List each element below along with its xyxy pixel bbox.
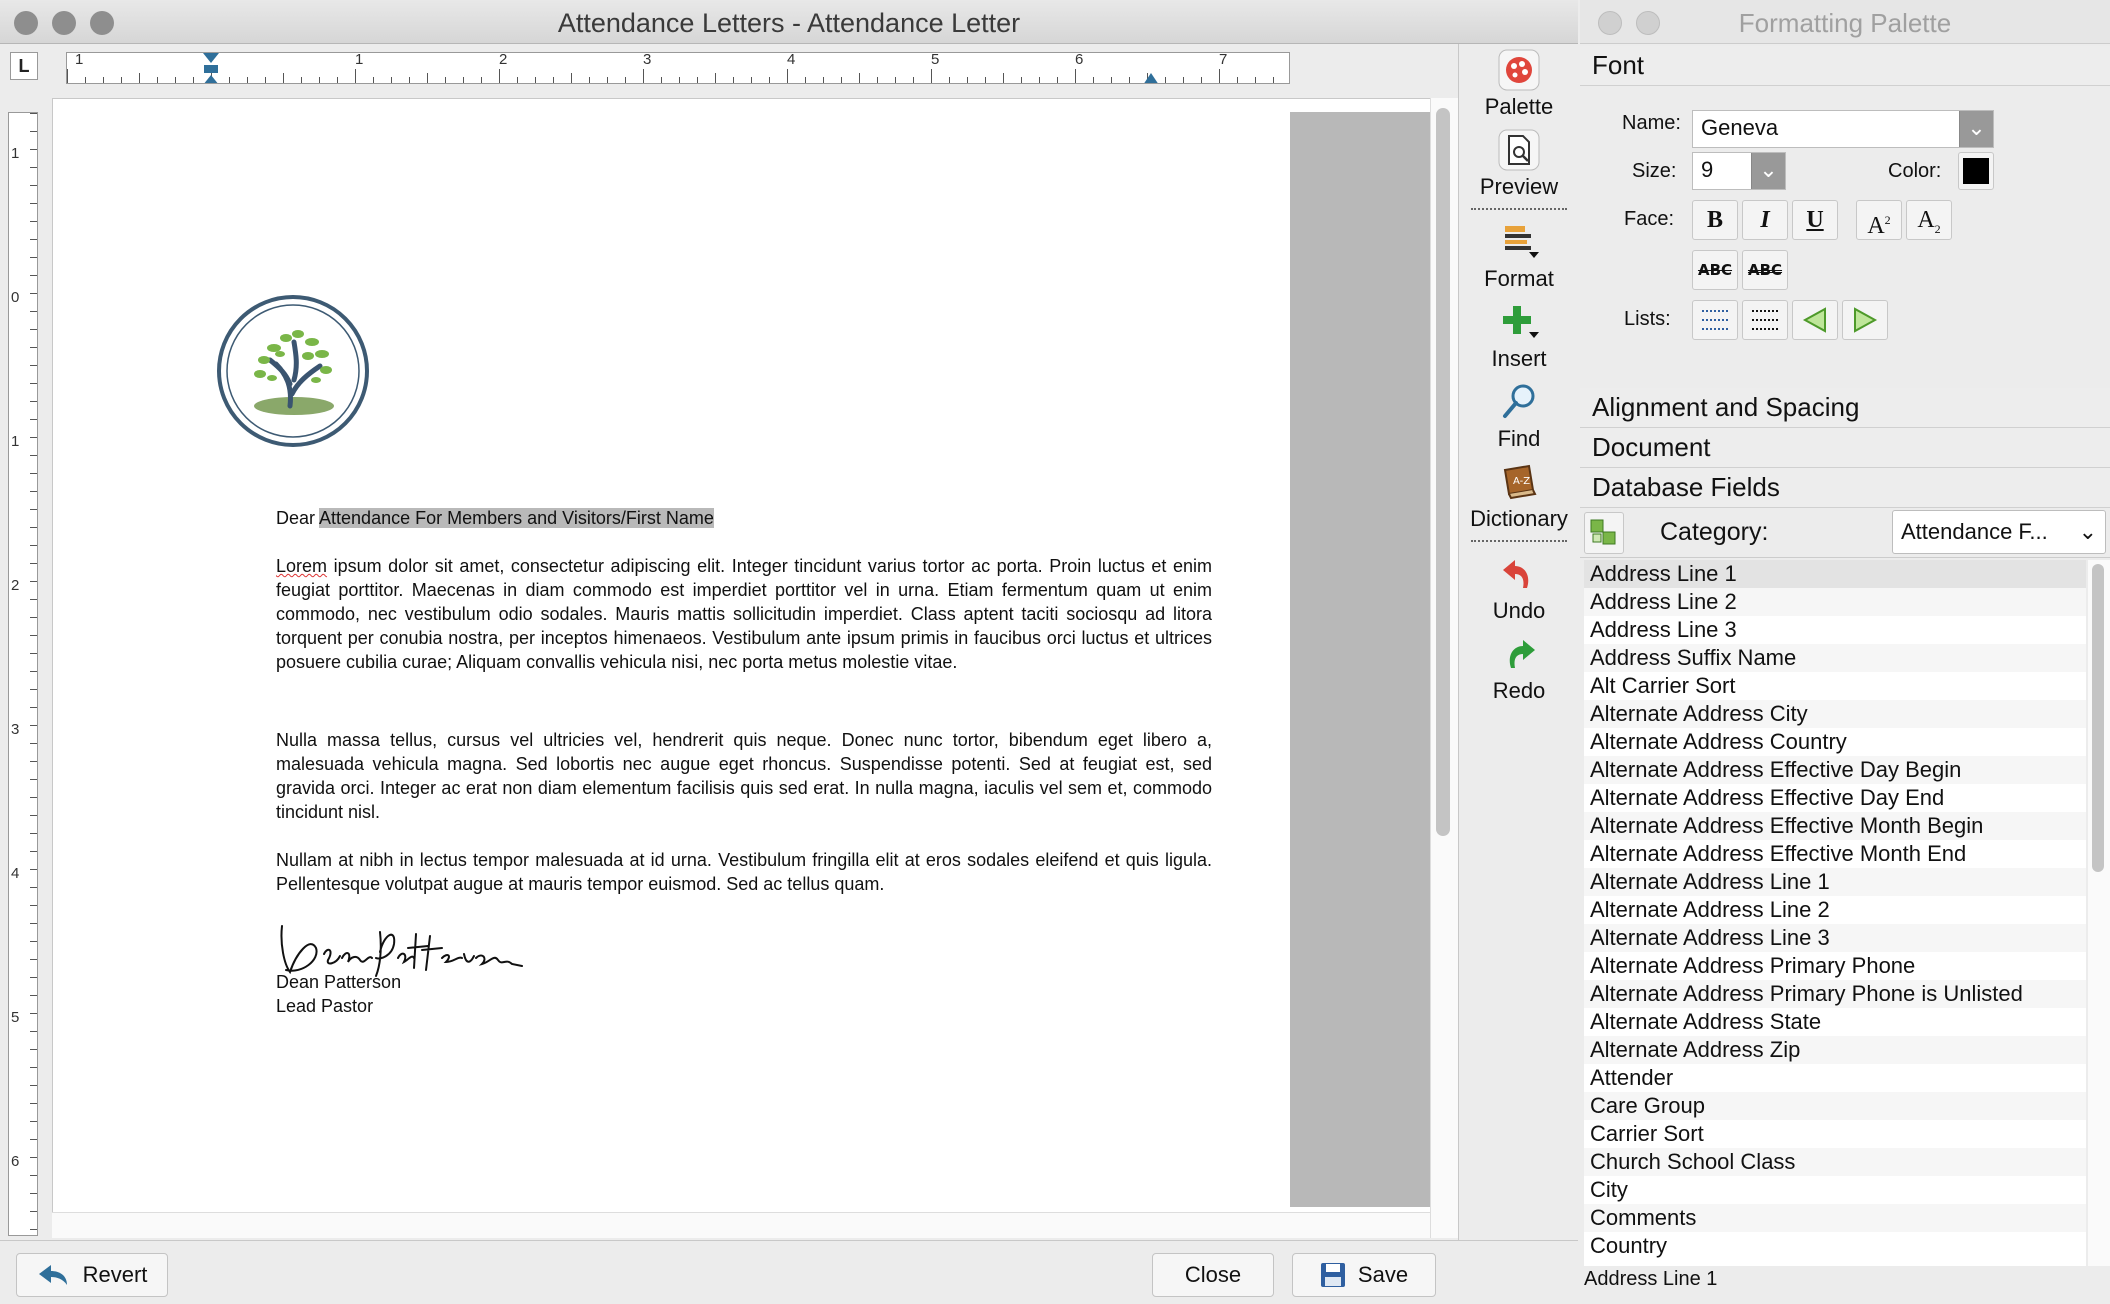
signature-name: Dean Patterson (276, 972, 402, 992)
ruler-tick (30, 1175, 37, 1176)
ruler-number: 2 (11, 577, 20, 594)
ruler-tick (247, 77, 248, 83)
redo-label: Redo (1492, 678, 1546, 703)
ruler-tick (625, 77, 626, 83)
page-gutter (1290, 112, 1430, 1207)
ruler-tick (895, 77, 896, 83)
ruler-number: 5 (11, 1009, 20, 1026)
ruler-tick (30, 149, 37, 150)
ruler-tick (85, 77, 86, 83)
database-field-item[interactable]: Carrier Sort (1584, 1120, 2086, 1148)
ruler-tick (265, 77, 266, 83)
ruler-tick (30, 311, 37, 312)
chevron-down-icon: ⌄ (2078, 519, 2097, 544)
ruler-number: 4 (787, 52, 796, 68)
merge-field-first-name[interactable]: Attendance For Members and Visitors/First Name (319, 508, 714, 528)
ruler-tick (30, 131, 37, 132)
ruler-tick (715, 73, 716, 83)
palette-button[interactable] (1459, 48, 1579, 120)
bold-button[interactable]: B (1692, 200, 1738, 240)
ruler-tick (30, 1013, 37, 1014)
underline-button[interactable]: U (1792, 200, 1838, 240)
ruler-tick (30, 707, 37, 708)
font-size-value: 9 (1701, 157, 1714, 182)
insert-label: Insert (1491, 346, 1547, 371)
color-swatch-fill (1963, 158, 1989, 184)
ruler-number: 5 (931, 52, 940, 68)
ruler-tick (30, 923, 37, 924)
numbered-list-icon (1700, 307, 1730, 333)
ruler-tick (823, 77, 824, 83)
ruler-tick (30, 1031, 37, 1032)
ruler-tick (30, 635, 37, 636)
ruler-tick (30, 401, 37, 402)
ruler-tick (30, 1049, 37, 1050)
dictionary-button[interactable] (1459, 460, 1579, 532)
ruler-tick (157, 77, 158, 83)
decrease-indent-button[interactable] (1792, 300, 1838, 340)
floppy-disk-icon (1320, 1262, 1346, 1288)
letter-paragraph-3: Nullam at nibh in lectus tempor malesuada at id urna. Vestibulum fringilla elit at eros sodales eleifend et quis ligula. Pellentesque volutpat augue at mauris tempor euismod. Sed ac tellus quam. (276, 850, 1212, 894)
ruler-tick (337, 77, 338, 83)
ruler-tick (30, 1067, 37, 1068)
subscript-a: A (1917, 207, 1935, 233)
ruler-tick (967, 77, 968, 83)
ruler-number: 0 (11, 289, 20, 306)
ruler-tick (1093, 77, 1094, 83)
face-label: Face: (1624, 208, 1675, 230)
ruler-tick (553, 77, 554, 83)
palette-title: Formatting Palette (1738, 8, 1952, 38)
triangle-left-icon (1801, 306, 1829, 334)
ruler-tick (427, 73, 428, 83)
letter-paragraph-2: Nulla massa tellus, cursus vel ultricies vel, hendrerit quis neque. Donec nunc tortor, bibendum eget libero a, malesuada vehicula magna. Sed lobortis nec augue eget rhoncus. Suspendisse potenti. Sed at feugiat est, sed gravida orci. Integer ac erat non diam elementum facilisis quis sed erat. In nulla magna, iaculis vel sem et, commodo tincidunt nisl. (276, 730, 1212, 822)
database-field-item[interactable]: Address Line 1 (1584, 560, 2086, 588)
ruler-number: 3 (643, 52, 652, 68)
ruler-tick (30, 743, 37, 744)
database-field-item[interactable]: Attender (1584, 1064, 2086, 1092)
ruler-number: 1 (355, 52, 364, 68)
insert-plus-icon (1497, 300, 1541, 344)
ruler-tick (30, 275, 37, 276)
ruler-number: 4 (11, 865, 20, 882)
insert-field-icon (1589, 518, 1619, 548)
ruler-tick (751, 77, 752, 83)
database-field-item[interactable]: Church School Class (1584, 1148, 2086, 1176)
window-title: Attendance Letters - Attendance Letter (557, 8, 1021, 38)
ruler-tick (571, 73, 572, 83)
ruler-number: 1 (11, 145, 20, 162)
ruler-tick (481, 77, 482, 83)
ruler-tick (391, 77, 392, 83)
ruler-tick (1255, 77, 1256, 83)
database-field-item[interactable]: Alternate Address City (1584, 700, 2086, 728)
format-icon (1497, 220, 1541, 264)
ruler-tick (30, 725, 37, 726)
database-fields-section-header[interactable]: Database Fields (1580, 468, 2110, 508)
ruler-tick (30, 1211, 37, 1212)
ruler-tick (30, 185, 37, 186)
ruler-tick (535, 77, 536, 83)
ruler-tick (30, 617, 37, 618)
italic-button[interactable]: I (1742, 200, 1788, 240)
database-field-item[interactable]: Address Line 2 (1584, 588, 2086, 616)
preview-icon (1497, 128, 1541, 172)
tab-stop-selector[interactable]: L (10, 52, 38, 80)
database-field-item[interactable]: Alternate Address Primary Phone (1584, 952, 2086, 980)
magnifier-icon (1497, 380, 1541, 424)
dictionary-label: Dictionary (1470, 506, 1568, 531)
ruler-tick (139, 73, 140, 83)
save-label: Save (1357, 1262, 1409, 1287)
database-field-item[interactable]: Alternate Address Zip (1584, 1036, 2086, 1064)
ruler-tick (1111, 77, 1112, 83)
database-field-item[interactable]: Care Group (1584, 1092, 2086, 1120)
ruler-tick (1057, 77, 1058, 83)
dictionary-book-icon (1497, 460, 1541, 504)
ruler-tick (1273, 77, 1274, 83)
triangle-right-icon (1851, 306, 1879, 334)
ruler-tick (697, 77, 698, 83)
toolbar-separator (1471, 208, 1567, 210)
double-strikethrough-button[interactable]: ABC (1742, 250, 1788, 290)
database-field-item[interactable]: Alternate Address Line 2 (1584, 896, 2086, 924)
right-indent-marker-icon[interactable] (1141, 65, 1161, 84)
ruler-number: 7 (1219, 52, 1228, 68)
lists-label: Lists: (1624, 308, 1671, 330)
ruler-tick (913, 77, 914, 83)
ruler-tick (30, 1193, 37, 1194)
ruler-tick (30, 977, 37, 978)
close-label: Close (1184, 1262, 1242, 1287)
find-button[interactable] (1459, 380, 1579, 452)
toolbar-separator (1471, 540, 1567, 542)
ruler-tick (121, 77, 122, 83)
database-fields-list[interactable] (1584, 560, 2086, 1266)
ruler-tick (30, 779, 37, 780)
ruler-tick (319, 77, 320, 83)
database-field-item[interactable]: Alternate Address Effective Day End (1584, 784, 2086, 812)
ruler-tick (985, 77, 986, 83)
selected-field-status: Address Line 1 (1584, 1268, 1718, 1290)
ruler-tick (1165, 77, 1166, 83)
ruler-number: 1 (11, 433, 20, 450)
title-bar (0, 0, 1578, 44)
ruler-tick (877, 77, 878, 83)
salutation-text: Dear (276, 508, 316, 528)
ruler-tick (30, 869, 37, 870)
ruler-number: 1 (75, 52, 84, 68)
undo-label: Undo (1492, 598, 1546, 623)
paragraph-1-text: ipsum dolor sit amet, consectetur adipiscing elit. Integer tincidunt varius tortor ac porta. Proin luctus et enim feugiat porttitor. Maecenas in diam commodo est imperdiet porttitor vel in urna. Etiam fermentum quam ut enim commodo, nec vestibulum odio sodales. Mauris mattis sollicitudin imperdiet. Class aptent taciti sociosqu ad litora torquent per conubia nostra, per inceptos himenaeos. Vestibulum ante ipsum primis in faucibus orci luctus et ultrices posuere cubilia curae; Aliquam convallis vehicula nisi, nec porta metus molestie vitae. (276, 556, 1212, 672)
superscript-button[interactable] (1856, 200, 1902, 240)
font-section-header[interactable]: Font (1580, 46, 2110, 86)
ruler-tick (30, 365, 37, 366)
ruler-tick (1129, 77, 1130, 83)
ruler-tick (30, 239, 37, 240)
database-field-item[interactable]: Alternate Address Line 1 (1584, 868, 2086, 896)
signature-title: Lead Pastor (276, 996, 374, 1016)
vertical-ruler (8, 112, 38, 1236)
undo-arrow-icon (1497, 552, 1541, 596)
ruler-tick (1003, 73, 1004, 83)
chevron-down-icon[interactable]: ⌄ (1959, 111, 1993, 147)
ruler-tick (30, 257, 37, 258)
superscript-mark: 2 (1884, 213, 1891, 227)
ruler-tick (787, 69, 788, 83)
strikethrough-button[interactable]: ABC (1692, 250, 1738, 290)
palette-label: Palette (1484, 94, 1554, 119)
ruler-tick (1219, 69, 1220, 83)
ruler-tick (30, 491, 37, 492)
document-page[interactable] (66, 112, 1290, 1207)
database-field-item[interactable]: Alternate Address Country (1584, 728, 2086, 756)
database-field-item[interactable]: Alternate Address Effective Month End (1584, 840, 2086, 868)
ruler-tick (229, 77, 230, 83)
horizontal-ruler[interactable] (66, 52, 1290, 84)
ruler-number: 6 (11, 1153, 20, 1170)
preview-label: Preview (1479, 174, 1559, 199)
ruler-tick (30, 959, 37, 960)
ruler-tick (30, 581, 37, 582)
ruler-tick (445, 77, 446, 83)
ruler-tick (67, 69, 68, 83)
ruler-tick (769, 77, 770, 83)
ruler-tick (931, 69, 932, 83)
category-label: Category: (1660, 518, 1769, 546)
ruler-tick (841, 77, 842, 83)
font-color-label: Color: (1888, 160, 1942, 182)
salutation-line (276, 506, 1212, 530)
ruler-tick (463, 77, 464, 83)
ruler-tick (30, 797, 37, 798)
increase-indent-button[interactable] (1842, 300, 1888, 340)
palette-icon (1497, 48, 1541, 92)
ruler-tick (30, 1229, 37, 1230)
font-name-label: Name: (1622, 112, 1681, 134)
ruler-tick (373, 77, 374, 83)
ruler-tick (30, 1103, 37, 1104)
ruler-tick (301, 77, 302, 83)
ruler-tick (859, 73, 860, 83)
misspelled-word[interactable]: Lorem (276, 556, 328, 576)
ruler-tick (103, 77, 104, 83)
ruler-tick (1201, 77, 1202, 83)
ruler-tick (30, 509, 37, 510)
database-field-item[interactable]: Comments (1584, 1204, 2086, 1232)
ruler-number: 3 (11, 721, 20, 738)
numbered-list-button[interactable] (1692, 300, 1738, 340)
font-size-label: Size: (1632, 160, 1677, 182)
ruler-tick (30, 437, 37, 438)
ruler-number: 2 (499, 52, 508, 68)
font-name-value: Geneva (1701, 115, 1779, 140)
close-button[interactable] (1152, 1253, 1274, 1297)
revert-label: Revert (82, 1262, 148, 1287)
ruler-tick (30, 293, 37, 294)
ruler-tick (805, 77, 806, 83)
ruler-tick (30, 545, 37, 546)
ruler-tick (30, 653, 37, 654)
ruler-number: 6 (1075, 52, 1084, 68)
fields-list-scroll-thumb[interactable] (2092, 564, 2104, 872)
database-field-item[interactable]: Address Line 3 (1584, 616, 2086, 644)
category-select[interactable] (1892, 510, 2106, 554)
ruler-tick (30, 995, 37, 996)
preview-button[interactable] (1459, 128, 1579, 200)
ruler-tick (30, 833, 37, 834)
database-field-item[interactable]: Alternate Address Line 3 (1584, 924, 2086, 952)
subscript-mark: 2 (1934, 221, 1941, 236)
ruler-tick (679, 77, 680, 83)
database-field-item[interactable]: Alternate Address Effective Day Begin (1584, 756, 2086, 784)
subscript-button[interactable] (1906, 200, 1952, 240)
ruler-tick (30, 527, 37, 528)
format-label: Format (1484, 266, 1554, 291)
revert-button[interactable] (16, 1253, 168, 1297)
font-color-swatch[interactable] (1958, 152, 1994, 190)
document-section-header[interactable]: Document (1580, 428, 2110, 468)
ruler-tick (193, 77, 194, 83)
font-name-combo[interactable] (1692, 110, 1994, 148)
ruler-tick (1075, 69, 1076, 83)
ruler-tick (30, 941, 37, 942)
ruler-tick (949, 77, 950, 83)
ruler-tick (409, 77, 410, 83)
ruler-tick (643, 69, 644, 83)
ruler-tick (1021, 77, 1022, 83)
svg-text:A-Z: A-Z (1513, 476, 1531, 487)
redo-button[interactable] (1459, 632, 1579, 704)
bulleted-list-icon (1750, 307, 1780, 333)
ruler-tick (30, 113, 37, 114)
ruler-tick (1237, 77, 1238, 83)
ruler-tick (30, 329, 37, 330)
ruler-tick (175, 77, 176, 83)
revert-arrow-icon (37, 1263, 71, 1287)
ruler-tick (30, 473, 37, 474)
ruler-tick (661, 77, 662, 83)
database-field-item[interactable]: Alternate Address Effective Month Begin (1584, 812, 2086, 840)
document-scroll-thumb[interactable] (1436, 108, 1450, 836)
palette-title-bar (1580, 0, 2110, 44)
alignment-section-header[interactable]: Alignment and Spacing (1580, 388, 2110, 428)
ruler-tick (30, 761, 37, 762)
ruler-tick (30, 203, 37, 204)
database-field-item[interactable]: Alt Carrier Sort (1584, 672, 2086, 700)
ruler-tick (30, 383, 37, 384)
ruler-tick (30, 347, 37, 348)
ruler-tick (30, 815, 37, 816)
ruler-tick (30, 221, 37, 222)
ruler-tick (30, 887, 37, 888)
document-horizontal-scrollbar[interactable] (52, 1212, 1430, 1238)
formatting-palette (1580, 0, 2110, 1304)
insert-field-button[interactable] (1584, 512, 1624, 554)
database-field-item[interactable]: Address Suffix Name (1584, 644, 2086, 672)
ruler-tick (1039, 77, 1040, 83)
ruler-tick (607, 77, 608, 83)
ruler-tick (30, 851, 37, 852)
font-size-combo[interactable] (1692, 152, 1786, 190)
ruler-tick (30, 1139, 37, 1140)
ruler-tick (30, 167, 37, 168)
ruler-tick (355, 69, 356, 83)
undo-button[interactable] (1459, 552, 1579, 624)
ruler-tick (1183, 77, 1184, 83)
bottom-bar (0, 1240, 1578, 1304)
ruler-tick (499, 69, 500, 83)
superscript-a: A (1867, 213, 1885, 239)
ruler-tick (30, 905, 37, 906)
ruler-tick (30, 563, 37, 564)
left-indent-marker-icon[interactable] (201, 53, 221, 84)
ruler-tick (283, 73, 284, 83)
ruler-tick (30, 1157, 37, 1158)
ruler-tick (30, 671, 37, 672)
ruler-tick (589, 77, 590, 83)
ruler-tick (517, 77, 518, 83)
insert-button[interactable] (1459, 300, 1579, 372)
ruler-tick (30, 455, 37, 456)
database-field-item[interactable]: Alternate Address State (1584, 1008, 2086, 1036)
ruler-tick (30, 599, 37, 600)
ruler-tick (30, 1085, 37, 1086)
category-value: Attendance F... (1901, 519, 2048, 544)
side-toolbar (1458, 44, 1578, 1240)
ruler-tick (30, 1121, 37, 1122)
find-label: Find (1497, 426, 1541, 451)
church-logo (216, 294, 370, 448)
database-field-item[interactable]: Alternate Address Primary Phone is Unlisted (1584, 980, 2086, 1008)
redo-arrow-icon (1497, 632, 1541, 676)
save-button[interactable] (1292, 1253, 1436, 1297)
ruler-tick (733, 77, 734, 83)
bulleted-list-button[interactable] (1742, 300, 1788, 340)
ruler-tick (30, 419, 37, 420)
format-button[interactable] (1459, 220, 1579, 292)
database-field-item[interactable]: Country (1584, 1232, 2086, 1260)
database-field-item[interactable]: City (1584, 1176, 2086, 1204)
ruler-tick (30, 689, 37, 690)
letter-paragraph-1 (276, 554, 1212, 674)
chevron-down-icon[interactable]: ⌄ (1751, 153, 1785, 189)
